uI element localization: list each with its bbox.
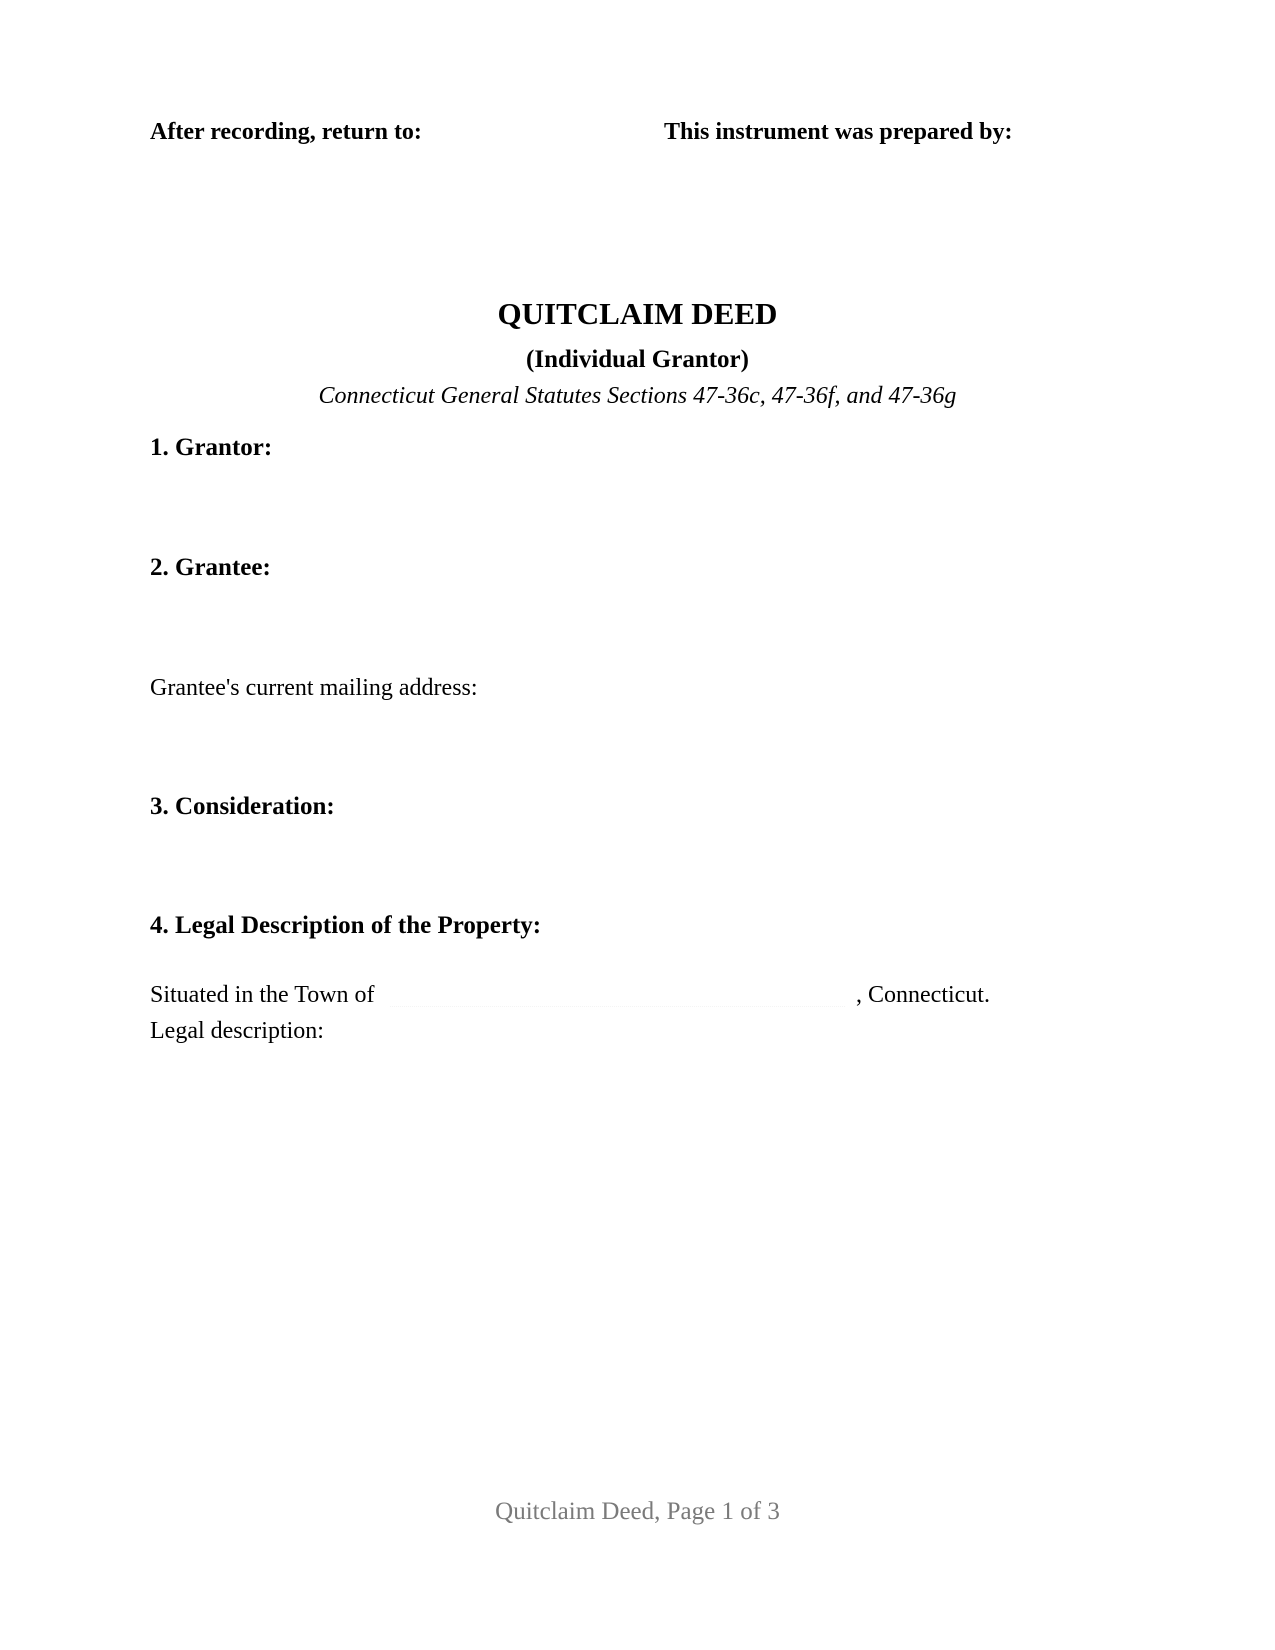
legal-description-label: Legal description: xyxy=(150,1018,324,1044)
grantee-heading: 2. Grantee: xyxy=(150,554,271,581)
return-to-label: After recording, return to: xyxy=(150,119,422,145)
situated-town-label: Situated in the Town of xyxy=(150,982,375,1008)
prepared-by-label: This instrument was prepared by: xyxy=(664,119,1013,145)
document-subtitle: (Individual Grantor) xyxy=(526,346,749,373)
document-title: QUITCLAIM DEED xyxy=(497,296,778,331)
consideration-heading: 3. Consideration: xyxy=(150,793,335,820)
grantor-heading: 1. Grantor: xyxy=(150,434,273,461)
grantee-mailing-address-label: Grantee's current mailing address: xyxy=(150,675,478,701)
legal-description-heading: 4. Legal Description of the Property: xyxy=(150,912,542,939)
town-blank-field xyxy=(390,1006,845,1007)
statute-reference: Connecticut General Statutes Sections 47-36c, 47-36f, and 47-36g xyxy=(318,383,957,409)
state-suffix: , Connecticut. xyxy=(856,982,990,1008)
page-footer: Quitclaim Deed, Page 1 of 3 xyxy=(495,1498,780,1525)
